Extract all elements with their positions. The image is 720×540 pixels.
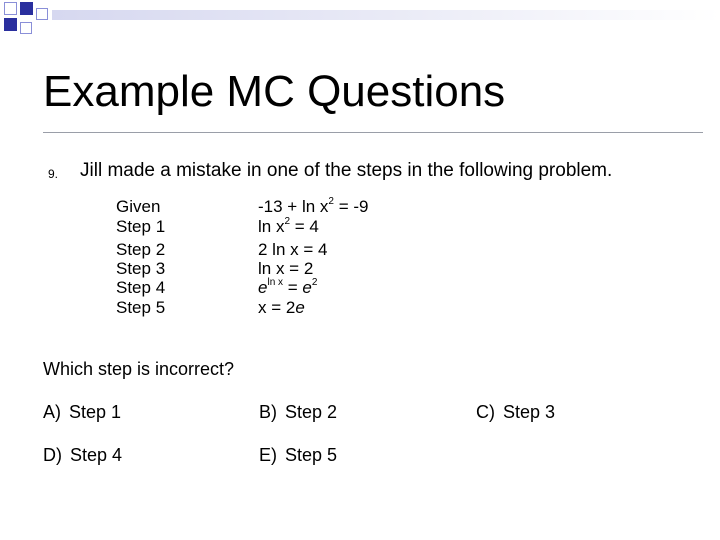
choice-d: D) Step 4	[43, 445, 123, 465]
header-square-outline	[20, 22, 32, 34]
question-prompt: Which step is incorrect?	[43, 359, 235, 379]
equation-step-1: $\ln x^2 = 4$	[258, 216, 319, 236]
choice-e: E) Step 5	[259, 445, 338, 465]
step-label-3: Step 3	[116, 259, 166, 278]
choice-b: B) Step 2	[259, 402, 338, 422]
equation-step-5: x = 2e	[258, 298, 305, 317]
header-square-filled	[4, 18, 17, 31]
header-gradient-bar	[52, 10, 720, 20]
header-square-filled	[20, 2, 33, 15]
choice-c: C) Step 3	[476, 402, 556, 422]
choice-a: A) Step 1	[43, 402, 122, 422]
equation-step-2: 2 ln x = 4	[258, 240, 328, 259]
step-label-4: Step 4	[116, 278, 166, 297]
header-square-outline	[4, 2, 17, 15]
step-label-given: Given	[116, 197, 161, 216]
slide-title: Example MC Questions	[43, 67, 506, 116]
header-square-outline	[36, 8, 48, 20]
step-label-1: Step 1	[116, 217, 166, 236]
equation-given: $-13 + \ln x^2 = -9$	[258, 196, 369, 216]
title-divider	[43, 132, 703, 133]
equation-step-3: ln x = 2	[258, 259, 314, 278]
equation-step-4: $e^{ln x} = e^2$	[258, 277, 318, 297]
step-label-2: Step 2	[116, 240, 166, 259]
step-label-5: Step 5	[116, 298, 166, 317]
question-number: 9.	[48, 167, 59, 181]
question-text: Jill made a mistake in one of the steps in the following problem.	[80, 160, 613, 181]
